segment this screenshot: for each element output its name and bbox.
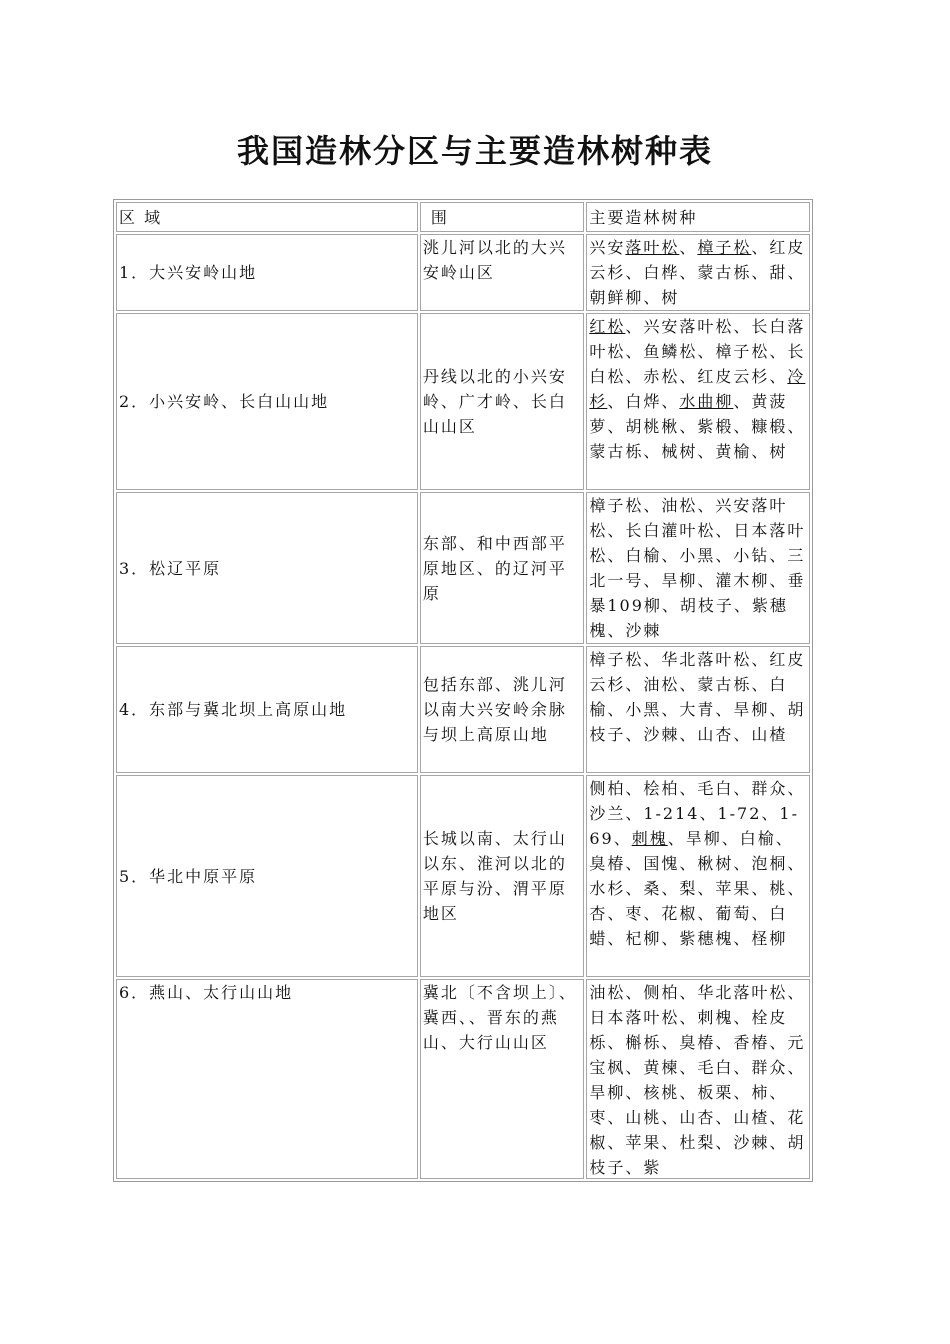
- species-cell: [586, 775, 810, 977]
- species-text: 油松、侧柏、华北落叶松、日本落叶松、刺槐、栓皮栎、槲栎、臭椿、香椿、元宝枫、黄楝、毛白、群众、旱柳、核桃、板栗、柿、枣、山桃、山杏、山楂、花椒、苹果、杜梨、沙棘、胡枝子、紫: [589, 983, 806, 1177]
- header-region: 区 域: [116, 202, 418, 232]
- species-link[interactable]: 刺槐: [631, 829, 668, 848]
- species-link[interactable]: 水曲柳: [679, 392, 734, 411]
- species-text: 侧柏、桧柏、毛白、群众、沙兰、1-214、1-72、1-69、: [589, 779, 806, 848]
- region-cell: 6．燕山、太行山山地: [116, 979, 418, 1179]
- scope-cell: 冀北〔不含坝上〕、冀西、、晋东的燕山、大行山山区: [420, 979, 584, 1179]
- species-cell: [586, 234, 810, 311]
- scope-cell: 包括东部、洮儿河以南大兴安岭余脉与坝上高原山地: [420, 646, 584, 773]
- species-text: 、: [679, 238, 698, 257]
- afforestation-zone-table: [113, 199, 813, 1182]
- table-row: [116, 646, 810, 773]
- table-row: [116, 313, 810, 490]
- header-species: 主要造林树种: [586, 202, 810, 232]
- scope-cell: 丹线以北的小兴安岭、广才岭、长白山山区: [420, 313, 584, 490]
- header-scope-label: 围: [430, 207, 449, 227]
- species-cell: [586, 979, 810, 1179]
- region-cell: 5．华北中原平原: [116, 775, 418, 977]
- region-cell: 1．大兴安岭山地: [116, 234, 418, 311]
- species-text: 、红皮云杉、白桦、蒙古栎、甜、朝鲜柳、树: [589, 238, 806, 307]
- table-header-row: [116, 202, 810, 232]
- species-text: 、旱柳、白榆、臭椿、国愧、楸树、泡桐、水杉、桑、梨、苹果、桃、杏、枣、花椒、葡萄、白蜡、杞柳、紫穗槐、柽柳: [589, 829, 806, 948]
- species-link[interactable]: 冷杉: [589, 367, 806, 411]
- region-cell: 4．东部与冀北坝上高原山地: [116, 646, 418, 773]
- species-link[interactable]: 落叶松: [625, 238, 680, 257]
- species-text: 兴安: [589, 238, 626, 257]
- species-link[interactable]: 樟子松: [697, 238, 752, 257]
- species-text: 樟子松、华北落叶松、红皮云杉、油松、蒙古栎、白榆、小黑、大青、旱柳、胡枝子、沙棘、山杏、山楂: [589, 650, 806, 744]
- header-scope: [420, 202, 584, 232]
- species-text: 、黄菠萝、胡桃楸、紫椴、糠椴、蒙古栎、械树、黄榆、树: [589, 392, 806, 461]
- scope-cell: 长城以南、太行山以东、淮河以北的平原与汾、渭平原地区: [420, 775, 584, 977]
- table-row: [116, 492, 810, 644]
- table-row: [116, 234, 810, 311]
- region-cell: 2．小兴安岭、长白山山地: [116, 313, 418, 490]
- scope-cell: 东部、和中西部平原地区、的辽河平原: [420, 492, 584, 644]
- species-link[interactable]: 红松: [589, 317, 626, 336]
- region-cell: 3．松辽平原: [116, 492, 418, 644]
- table-row: [116, 979, 810, 1179]
- scope-cell: 洮儿河以北的大兴安岭山区: [420, 234, 584, 311]
- species-cell: [586, 646, 810, 773]
- species-cell: [586, 313, 810, 490]
- table-row: [116, 775, 810, 977]
- species-text: 、白烨、: [607, 392, 680, 411]
- species-text: 樟子松、油松、兴安落叶松、长白灌叶松、日本落叶松、白榆、小黑、小钻、三北一号、旱柳、灌木柳、垂暴109柳、胡枝子、紫穗槐、沙棘: [589, 496, 806, 640]
- species-cell: [586, 492, 810, 644]
- species-cell-clip: [589, 980, 807, 1178]
- species-text: 、兴安落叶松、长白落叶松、鱼鳞松、樟子松、长白松、赤松、红皮云杉、: [589, 317, 806, 386]
- page-title: 我国造林分区与主要造林树种表: [236, 132, 713, 170]
